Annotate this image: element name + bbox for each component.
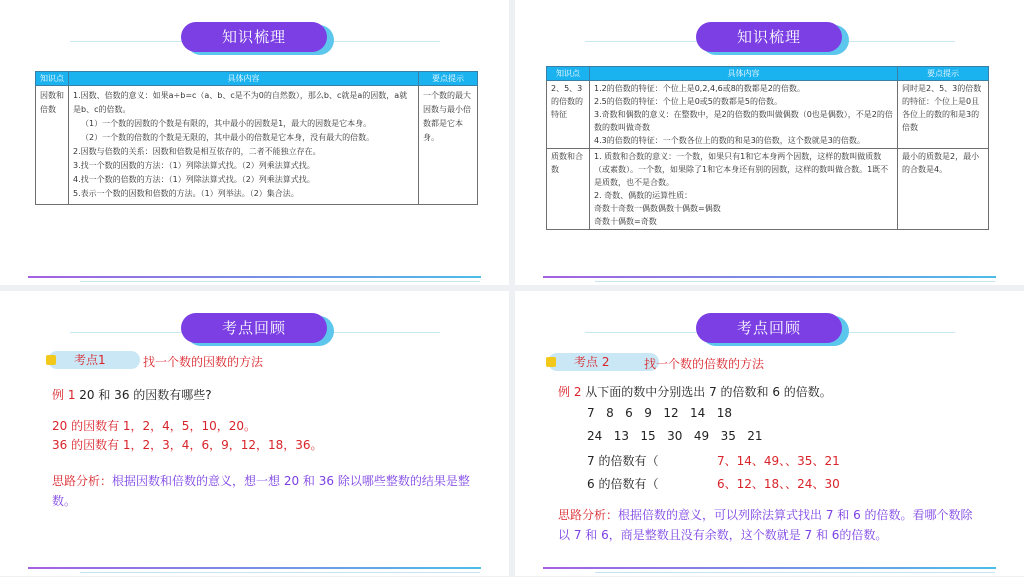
topic-cell: 质数和合数 (547, 149, 590, 230)
slide-knowledge-review-2[interactable] (515, 0, 1024, 285)
table-row (36, 86, 478, 205)
example-label: 例 1 (52, 388, 76, 402)
col-header-content: 具体内容 (69, 72, 419, 86)
content-cell (69, 86, 419, 205)
knowledge-table (35, 71, 478, 205)
content-line: 3.找一个数的因数的方法：（1）列除法算式找。（2）列乘法算式找。 (73, 161, 315, 170)
slide-knowledge-review-1[interactable] (0, 0, 509, 285)
content-line: 4.找一个数的倍数的方法：（1）列除法算式找。（2）列乘法算式找。 (73, 175, 315, 184)
tip-cell: 最小的质数是2，最小的合数是4。 (898, 149, 989, 230)
exam-point-heading: 找一个数的倍数的方法 (644, 357, 765, 371)
tag-marker-icon (46, 355, 56, 365)
content-line: 2. 奇数、偶数的运算性质： (594, 191, 693, 200)
table-row (547, 81, 989, 149)
content-line: 1.因数、倍数的意义：如果a÷b=c（a、b、c是不为0的自然数），那么b、c就是a的因数，a就是b、c的倍数。 (73, 91, 408, 114)
question-7-label: 7 的倍数有（ (587, 454, 659, 468)
col-header-tip: 要点提示 (898, 67, 989, 81)
question-6-label: 6 的倍数有（ (587, 477, 659, 491)
bottom-thin-line (80, 281, 480, 282)
example-text: 20 和 36 的因数有哪些? (79, 388, 212, 402)
content-line: 奇数十偶数=奇数 (594, 217, 657, 226)
topic-cell: 2、5、3的倍数的特征 (547, 81, 590, 149)
slide-exam-review-1[interactable] (0, 291, 509, 576)
exam-point-heading: 找一个数的因数的方法 (143, 355, 264, 369)
bottom-gradient-line (543, 567, 996, 569)
analysis-label: 思路分析： (52, 474, 113, 488)
question-6-answer: 6、12、18、、24、30 (717, 477, 840, 491)
example-text: 从下面的数中分别选出 7 的倍数和 6 的倍数。 (585, 385, 832, 399)
col-header-topic: 知识点 (36, 72, 69, 86)
slide-title: 考点回顾 (181, 313, 327, 343)
bottom-thin-line (595, 572, 995, 573)
content-line: 3.奇数和偶数的意义：在整数中，是2的倍数的数叫做偶数（0也是偶数），不是2的倍数的数叫做奇数 (594, 110, 893, 132)
example-label: 例 2 (558, 385, 582, 399)
content-line: 2.因数与倍数的关系：因数和倍数是相互依存的，二者不能独立存在。 (73, 147, 321, 156)
example-line (558, 383, 832, 400)
bottom-gradient-line (28, 567, 481, 569)
tip-cell: 一个数的最大因数与最小倍数都是它本身。 (419, 86, 478, 205)
bottom-gradient-line (28, 276, 481, 278)
content-cell (590, 81, 898, 149)
content-line: 4.3的倍数的特征：一个数各位上的数的和是3的倍数，这个数就是3的倍数。 (594, 136, 865, 145)
exam-point-tag (548, 353, 659, 371)
content-line: （2）一个数的倍数的个数是无限的，其中最小的倍数是它本身，没有最大的倍数。 (81, 133, 375, 142)
content-line: 奇数十奇数一偶数偶数十偶数=偶数 (594, 204, 721, 213)
table-header-row (547, 67, 989, 81)
tip-cell: 同时是2、5、3的倍数的特征：个位上是0且各位上的数的和是3的倍数 (898, 81, 989, 149)
example-line (52, 386, 212, 403)
number-row: 24 13 15 30 49 35 21 (587, 429, 763, 443)
bottom-thin-line (80, 572, 480, 573)
number-row: 7 8 6 9 12 14 18 (587, 406, 733, 420)
answer-line: 36 的因数有 1，2，3，4，6，9，12，18，36。 (52, 438, 323, 452)
table-header-row (36, 72, 478, 86)
slide-title: 考点回顾 (696, 313, 842, 343)
content-line: 5.表示一个数的因数和倍数的方法。（1）列举法。（2）集合法。 (73, 189, 299, 198)
question-7-answer: 7、14、49、、35、21 (717, 454, 840, 468)
answer-line: 20 的因数有 1，2，4，5，10，20。 (52, 419, 256, 433)
exam-point-tag (48, 351, 140, 369)
slide-title: 知识梳理 (181, 22, 327, 52)
content-line: 1.2的倍数的特征：个位上是0,2,4,6或8的数都是2的倍数。 (594, 84, 805, 93)
bottom-gradient-line (543, 276, 996, 278)
table-row (547, 149, 989, 230)
col-header-tip: 要点提示 (419, 72, 478, 86)
content-cell (590, 149, 898, 230)
knowledge-table (546, 66, 989, 230)
content-line: 1. 质数和合数的意义：一个数，如果只有1和它本身两个因数，这样的数叫做质数（或素数）。一个数，如果除了1和它本身还有别的因数，这样的数叫做合数。1既不是质数，也不是合数。 (594, 152, 889, 187)
slide-exam-review-2[interactable] (515, 291, 1024, 576)
content-line: 2.5的倍数的特征：个位上是0或5的数都是5的倍数。 (594, 97, 782, 106)
bottom-thin-line (595, 281, 995, 282)
analysis-paragraph (52, 471, 472, 511)
col-header-content: 具体内容 (590, 67, 898, 81)
tag-marker-icon (546, 357, 556, 367)
analysis-label: 思路分析： (558, 508, 619, 522)
analysis-text: 根据倍数的意义，可以列除法算式找出 7 和 6 的倍数。看哪个数除以 7 和 6，商是整数且没有余数，这个数就是 7 和 6的倍数。 (558, 508, 973, 542)
tag-label: 考点 2 (574, 355, 610, 369)
tag-label: 考点1 (74, 353, 106, 367)
slide-title: 知识梳理 (696, 22, 842, 52)
analysis-paragraph (558, 505, 978, 545)
col-header-topic: 知识点 (547, 67, 590, 81)
content-line: （1）一个数的因数的个数是有限的，其中最小的因数是1，最大的因数是它本身。 (81, 119, 372, 128)
topic-cell: 因数和倍数 (36, 86, 69, 205)
analysis-text: 根据因数和倍数的意义，想一想 20 和 36 除以哪些整数的结果是整数。 (52, 474, 470, 508)
